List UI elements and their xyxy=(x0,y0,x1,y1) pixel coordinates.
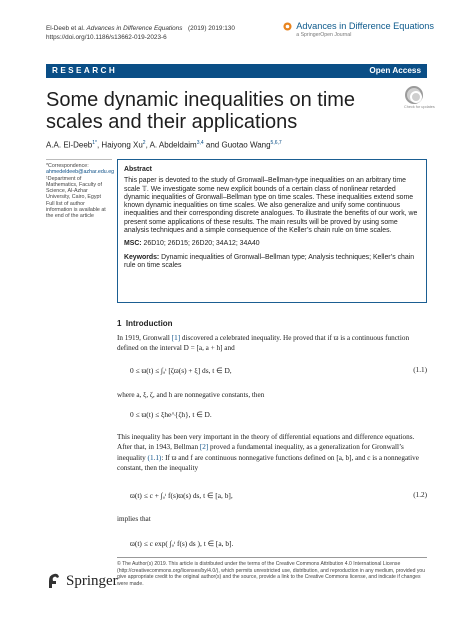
article-type: RESEARCH xyxy=(52,66,118,75)
check-updates-icon xyxy=(405,86,423,104)
affiliation-text: ¹Department of Mathematics, Faculty of Science, Al-Azhar University, Cairo, Egypt xyxy=(46,175,102,201)
brand-subtitle: a SpringerOpen Journal xyxy=(296,32,352,38)
equation-bellman-result: ϖ(t) ≤ c exp( ∫ₐᵗ f(s) ds ), t ∈ [a, b]. xyxy=(130,539,234,548)
equation-1-2: ϖ(t) ≤ c + ∫ₐᵗ f(s)ϖ(s) ds, t ∈ [a, b], xyxy=(130,491,233,500)
publisher-name: Springer xyxy=(66,572,118,589)
paragraph-text: proved a fundamental inequality, as a generalization for Gronwall’s inequality xyxy=(117,443,404,462)
citation-link[interactable]: [1] xyxy=(171,334,181,342)
author-affiliation-marker[interactable]: 3,4 xyxy=(196,140,204,146)
equation-solution: 0 ≤ ϖ(t) ≤ ξhe^{ζh}, t ∈ D. xyxy=(130,410,212,419)
correspondence-sidebar xyxy=(46,159,115,220)
correspondence-email[interactable]: ahmedeldeeb@azhar.edu.eg xyxy=(46,169,115,176)
paragraph-1 xyxy=(117,333,427,354)
equation-reference-link[interactable]: (1.1) xyxy=(147,453,162,462)
citation-authors: El-Deeb et al. xyxy=(46,25,87,32)
check-for-updates-button[interactable] xyxy=(404,86,435,112)
msc-codes: 26D10; 26D15; 26D20; 34A12; 34A40 xyxy=(143,240,260,248)
msc-row xyxy=(124,240,420,248)
author-list xyxy=(46,140,282,150)
sidebar-divider xyxy=(46,159,112,160)
abstract-heading: Abstract xyxy=(124,166,152,173)
author-info-note: Full list of author information is available at the end of the article xyxy=(46,200,106,220)
author-affiliation-marker[interactable]: 1* xyxy=(92,140,97,146)
author-affiliation-marker[interactable]: 5,6,7 xyxy=(270,140,282,146)
springer-logo[interactable] xyxy=(46,572,118,590)
journal-brand[interactable] xyxy=(283,21,434,38)
abstract-text: This paper is devoted to the study of Gronwall–Bellman-type inequalities on an arbitrary time scale 𝕋. We investigate some new explicit bounds of a certain class of nonlinear retarded dynamic inequalities of Gronwall–Bellman type on time scales. These inequalities extend some known dynamic inequalities on time scales. We also generalize and unify some continuous inequalities and their corresponding discrete analogues. To illustrate the benefits of our work, we present some applications of these results. The main results will be proved by using some analysis techniques and a simple consequence of the Keller’s chain rule on time scales. xyxy=(124,177,418,235)
check-updates-label: Check for updates xyxy=(404,105,435,109)
author-name[interactable]: and Guotao Wang xyxy=(203,140,271,150)
footer-divider xyxy=(117,557,427,558)
article-type-banner xyxy=(46,64,427,78)
paragraph-3 xyxy=(117,432,427,473)
author-name[interactable]: , Haiyong Xu xyxy=(96,140,143,150)
running-header xyxy=(46,24,235,42)
brand-name: Advances in Difference Equations xyxy=(296,21,434,31)
article-title: Some dynamic inequalities on time scales and their applications xyxy=(46,89,356,133)
paragraph-text: discovered a celebrated inequality. He proved that if ϖ is a continuous function defined on the interval D = [a, a + h] and xyxy=(117,334,410,353)
paragraph-text: : If ϖ and f are continuous nonnegative functions defined on [a, b], and c is a nonnegative constant, then the inequality xyxy=(117,453,419,472)
author-name[interactable]: , A. Abdeldaim xyxy=(145,140,197,150)
paragraph-text: This inequality has been very important in the theory of differential equations and difference equations. After that, in 1943, Bellman xyxy=(117,433,415,452)
section-number: 1 xyxy=(117,319,122,328)
license-footnote: © The Author(s) 2019. This article is distributed under the terms of the Creative Commons Attribution 4.0 International License (http://creativecommons.org/licenses/by/4.0/), which permits unrestricted use, distribution, and reproduction in any medium, provided you give appropriate credit to the original author(s) and the source, provide a link to the Creative Commons license, and indicate if changes were made. xyxy=(117,561,426,587)
citation-link[interactable]: [2] xyxy=(199,443,209,452)
author-affiliation-marker[interactable]: 2 xyxy=(142,140,146,146)
section-heading xyxy=(117,319,173,328)
paragraph-4: implies that xyxy=(117,515,151,523)
equation-1-1: 0 ≤ ϖ(t) ≤ ∫ₐᵗ [ζϖ(s) + ξ] ds, t ∈ D, xyxy=(130,366,232,375)
keywords-text: Dynamic inequalities of Gronwall–Bellman type; Analysis techniques; Keller’s chain rule on time scales xyxy=(124,253,415,269)
author-name[interactable]: A.A. El-Deeb xyxy=(46,140,93,150)
equation-number: (1.2) xyxy=(413,491,427,499)
section-title: Introduction xyxy=(125,319,173,328)
keywords-label: Keywords: xyxy=(124,253,160,261)
journal-logo-icon xyxy=(283,22,292,31)
doi-link[interactable]: https://doi.org/10.1186/s13662-019-2023-6 xyxy=(46,34,167,41)
correspondence-label: *Correspondence: xyxy=(46,163,89,169)
keywords-row xyxy=(124,254,420,271)
msc-label: MSC: xyxy=(124,240,142,248)
paragraph-2: where a, ξ, ζ, and h are nonnegative constants, then xyxy=(117,391,265,399)
equation-number: (1.1) xyxy=(413,366,427,374)
paragraph-text: In 1919, Gronwall xyxy=(117,334,172,342)
open-access-label[interactable]: Open Access xyxy=(369,66,421,75)
springer-horse-icon xyxy=(46,572,62,590)
journal-name: Advances in Difference Equations xyxy=(86,25,183,32)
year-page: (2019) 2019:130 xyxy=(188,25,235,32)
abstract-box xyxy=(117,159,427,303)
